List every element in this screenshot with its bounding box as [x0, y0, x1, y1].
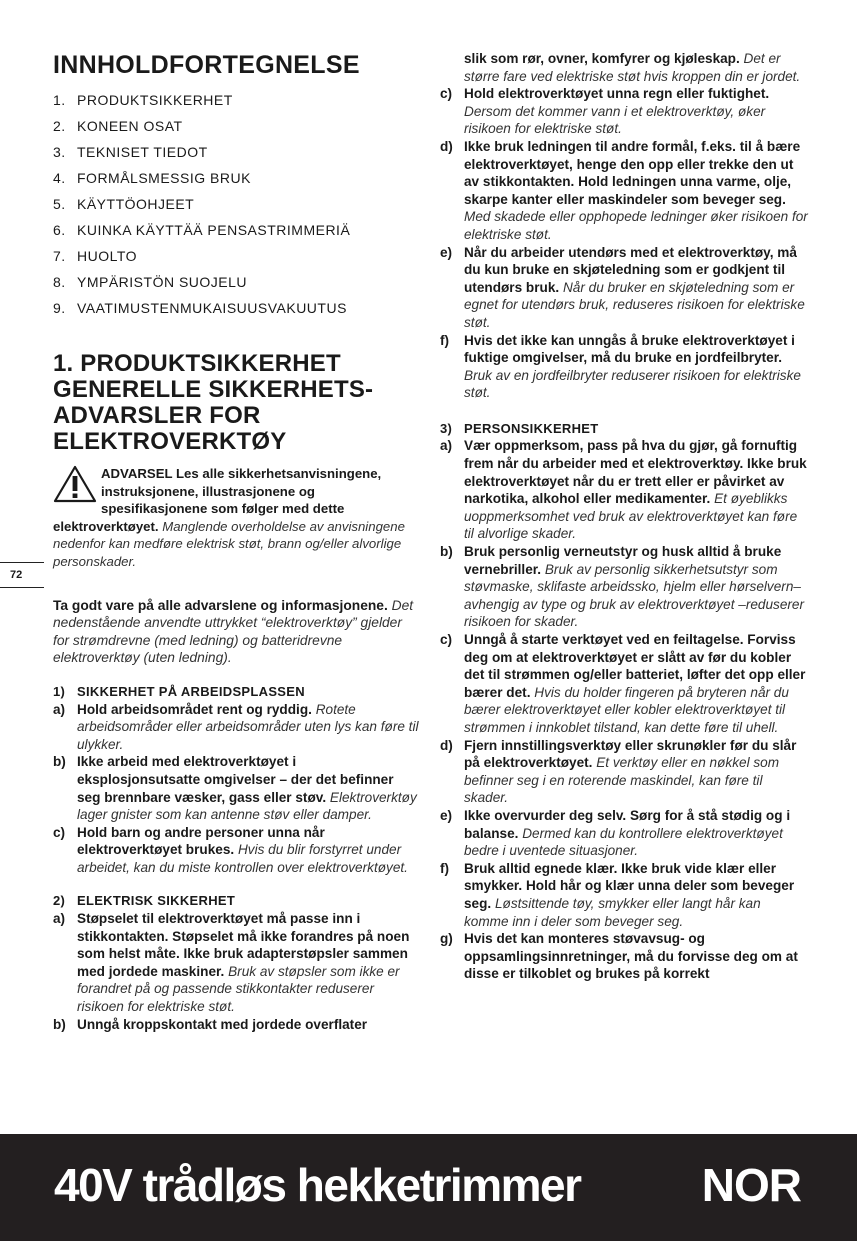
list-item-continued: slik som rør, ovner, komfyrer og kjøleskap. Det er større fare ved elektriske støt hvis kroppen din er jordet.: [464, 51, 801, 84]
toc-list: [53, 89, 419, 323]
divider: [0, 587, 44, 588]
work-area-heading: 1) SIKKERHET PÅ ARBEIDSPLASSEN: [53, 683, 305, 699]
list-item: b) Ikke arbeid med elektroverktøyet i eksplosjonsutsatte omgivelser – der det befinner seg brennbare væsker, gass eller støv. Elektroverktøy lager gnister som kan antenne støv eller damper.: [53, 754, 417, 823]
list-item: e) Ikke overvurder deg selv. Sørg for å stå stødig og i balanse. Dermed kan du kontrollere elektroverktøyet bedre i uventede situasjoner.: [440, 807, 791, 859]
list-item: f) Bruk alltid egnede klær. Ikke bruk vide klær eller smykker. Hold hår og klær unna deler som beveger seg. Løstsittende tøy, smykker eller langt hår kan komme inn i deler som beveger seg.: [440, 860, 795, 929]
personal-safety-heading: 3) PERSONSIKKERHET: [440, 420, 599, 436]
section-heading: 1. PRODUKTSIKKERHET GENERELLE SIKKERHETS- ADVARSLER FOR ELEKTROVERKTØY: [53, 350, 374, 455]
toc-item: 3. TEKNISET TIEDOT: [53, 144, 208, 160]
keep-instructions: Ta godt vare på alle advarslene og informasjonene. Det nedenstående anvendte uttrykket “elektroverktøy” gjelder for strømdrevne (med ledning) og batteridrevne elektroverktøy (uten ledning).: [53, 597, 414, 666]
toc-item: 7. HUOLTO: [53, 248, 138, 264]
footer-bar: [0, 1134, 857, 1241]
toc-item: 9. VAATIMUSTENMUKAISUUSVAKUUTUS: [53, 300, 347, 316]
toc-item: 1. PRODUKTSIKKERHET: [53, 92, 233, 108]
warning-icon: [53, 465, 97, 503]
list-item: f) Hvis det ikke kan unngås å bruke elektroverktøyet i fuktige omgivelser, må du bruke en jordfeilbryter. Bruk av en jordfeilbryter reduserer risikoen for elektriske støt.: [440, 332, 801, 401]
page-number: 72: [0, 562, 44, 588]
list-item: d) Fjern innstillingsverktøy eller skrunøkler før du slår på elektroverktøyet. Et verktøy eller en nøkkel som befinner seg i en roterende maskindel, kan føre til skader.: [440, 737, 797, 806]
list-item: b) Unngå kroppskontakt med jordede overflater: [53, 1016, 368, 1032]
toc-item: 2. KONEEN OSAT: [53, 118, 183, 134]
list-item: e) Når du arbeider utendørs med et elektroverktøy, må du kun bruke en skjøteledning som er godkjent til utendørs bruk. Når du bruker en skjøteledning som er egnet for utendørs bruk, reduseres risikoen for elektriske støt.: [440, 244, 805, 330]
list-item: a) Støpselet til elektroverktøyet må passe inn i stikkontakten. Støpselet må ikke forandres på noen som helst måte. Ikke bruk adapterstøpsler sammen med jordede maskiner. Bruk av støpsler som ikke er forandret på og passende stikkontakter reduserer risikoen for elektriske støt.: [53, 911, 410, 1015]
electrical-heading: 2) ELEKTRISK SIKKERHET: [53, 893, 236, 909]
product-title: 40V trådløs hekketrimmer: [54, 1159, 581, 1211]
warning-block: ADVARSEL Les alle sikkerhetsanvisningene, instruksjonene, illustrasjonene og spesifikasjonene som følger med dette elektroverktøyet. Manglende overholdelse av anvisningene nedenfor kan medføre elektrisk støt, brann og/eller alvorlige personskader.: [53, 466, 405, 569]
list-item: b) Bruk personlig verneutstyr og husk alltid å bruke vernebriller. Bruk av personlig sikkerhetsutstyr som støvmaske, sklifaste arbeidssko, hjelm eller hørselvern– avhengig av type og bruk av elektroverktøyet –reduserer risikoen for skader.: [440, 544, 805, 630]
toc-item: 5. KÄYTTÖOHJEET: [53, 196, 195, 212]
list-item: d) Ikke bruk ledningen til andre formål, f.eks. til å bære elektroverktøyet, henge den opp eller trekke den ut av stikkontakten. Hold ledningen unna varme, olje, skarpe kanter eller maskindeler som beveger seg. Med skadede eller opphopede ledninger øker risikoen for elektriske støt.: [440, 138, 808, 242]
list-item: c) Unngå å starte verktøyet ved en feiltagelse. Forviss deg om at elektroverktøyet er slått av før du kobler det til strømmen og/eller batteriet, løfter det opp eller bærer det. Hvis du holder fingeren på bryteren når du bærer elektroverktøyet eller kobler elektroverktøyet til strømmen i innkoblet tilstand, kan dette føre til uhell.: [440, 632, 806, 735]
toc-item: 8. YMPÄRISTÖN SUOJELU: [53, 274, 248, 290]
list-item: g) Hvis det kan monteres støvavsug- og oppsamlingsinnretninger, må du forvisse deg om at disse er tilkoblet og brukes på korrekt: [440, 931, 798, 982]
list-item: a) Vær oppmerksom, pass på hva du gjør, gå fornuftig frem når du arbeider med et elektroverktøy. Ikke bruk elektroverktøyet når du er trett eller er påvirket av narkotika, alkohol eller medikamenter. Et øyeblikks uoppmerksomhet ved bruk av elektroverktøyet kan føre til alvorlige skader.: [440, 438, 807, 542]
list-item: c) Hold elektroverktøyet unna regn eller fuktighet. Dersom det kommer vann i et elektroverktøy, øker risikoen for elektriske støt.: [440, 86, 770, 137]
toc-item: 6. KUINKA KÄYTTÄÄ PENSASTRIMMERIÄ: [53, 222, 351, 238]
list-item: a) Hold arbeidsområdet rent og ryddig. Rotete arbeidsområder eller arbeidsområder uten lys kan føre til ulykker.: [53, 701, 419, 752]
toc-item: 4. FORMÅLSMESSIG BRUK: [53, 170, 251, 186]
left-column: [53, 50, 419, 1033]
right-column: [440, 50, 808, 983]
list-item: c) Hold barn og andre personer unna når elektroverktøyet brukes. Hvis du blir forstyrret under arbeidet, kan du miste kontrollen over elektroverktøyet.: [53, 824, 408, 875]
language-code: NOR: [701, 1159, 801, 1211]
toc-heading: INNHOLDFORTEGNELSE: [53, 51, 360, 79]
